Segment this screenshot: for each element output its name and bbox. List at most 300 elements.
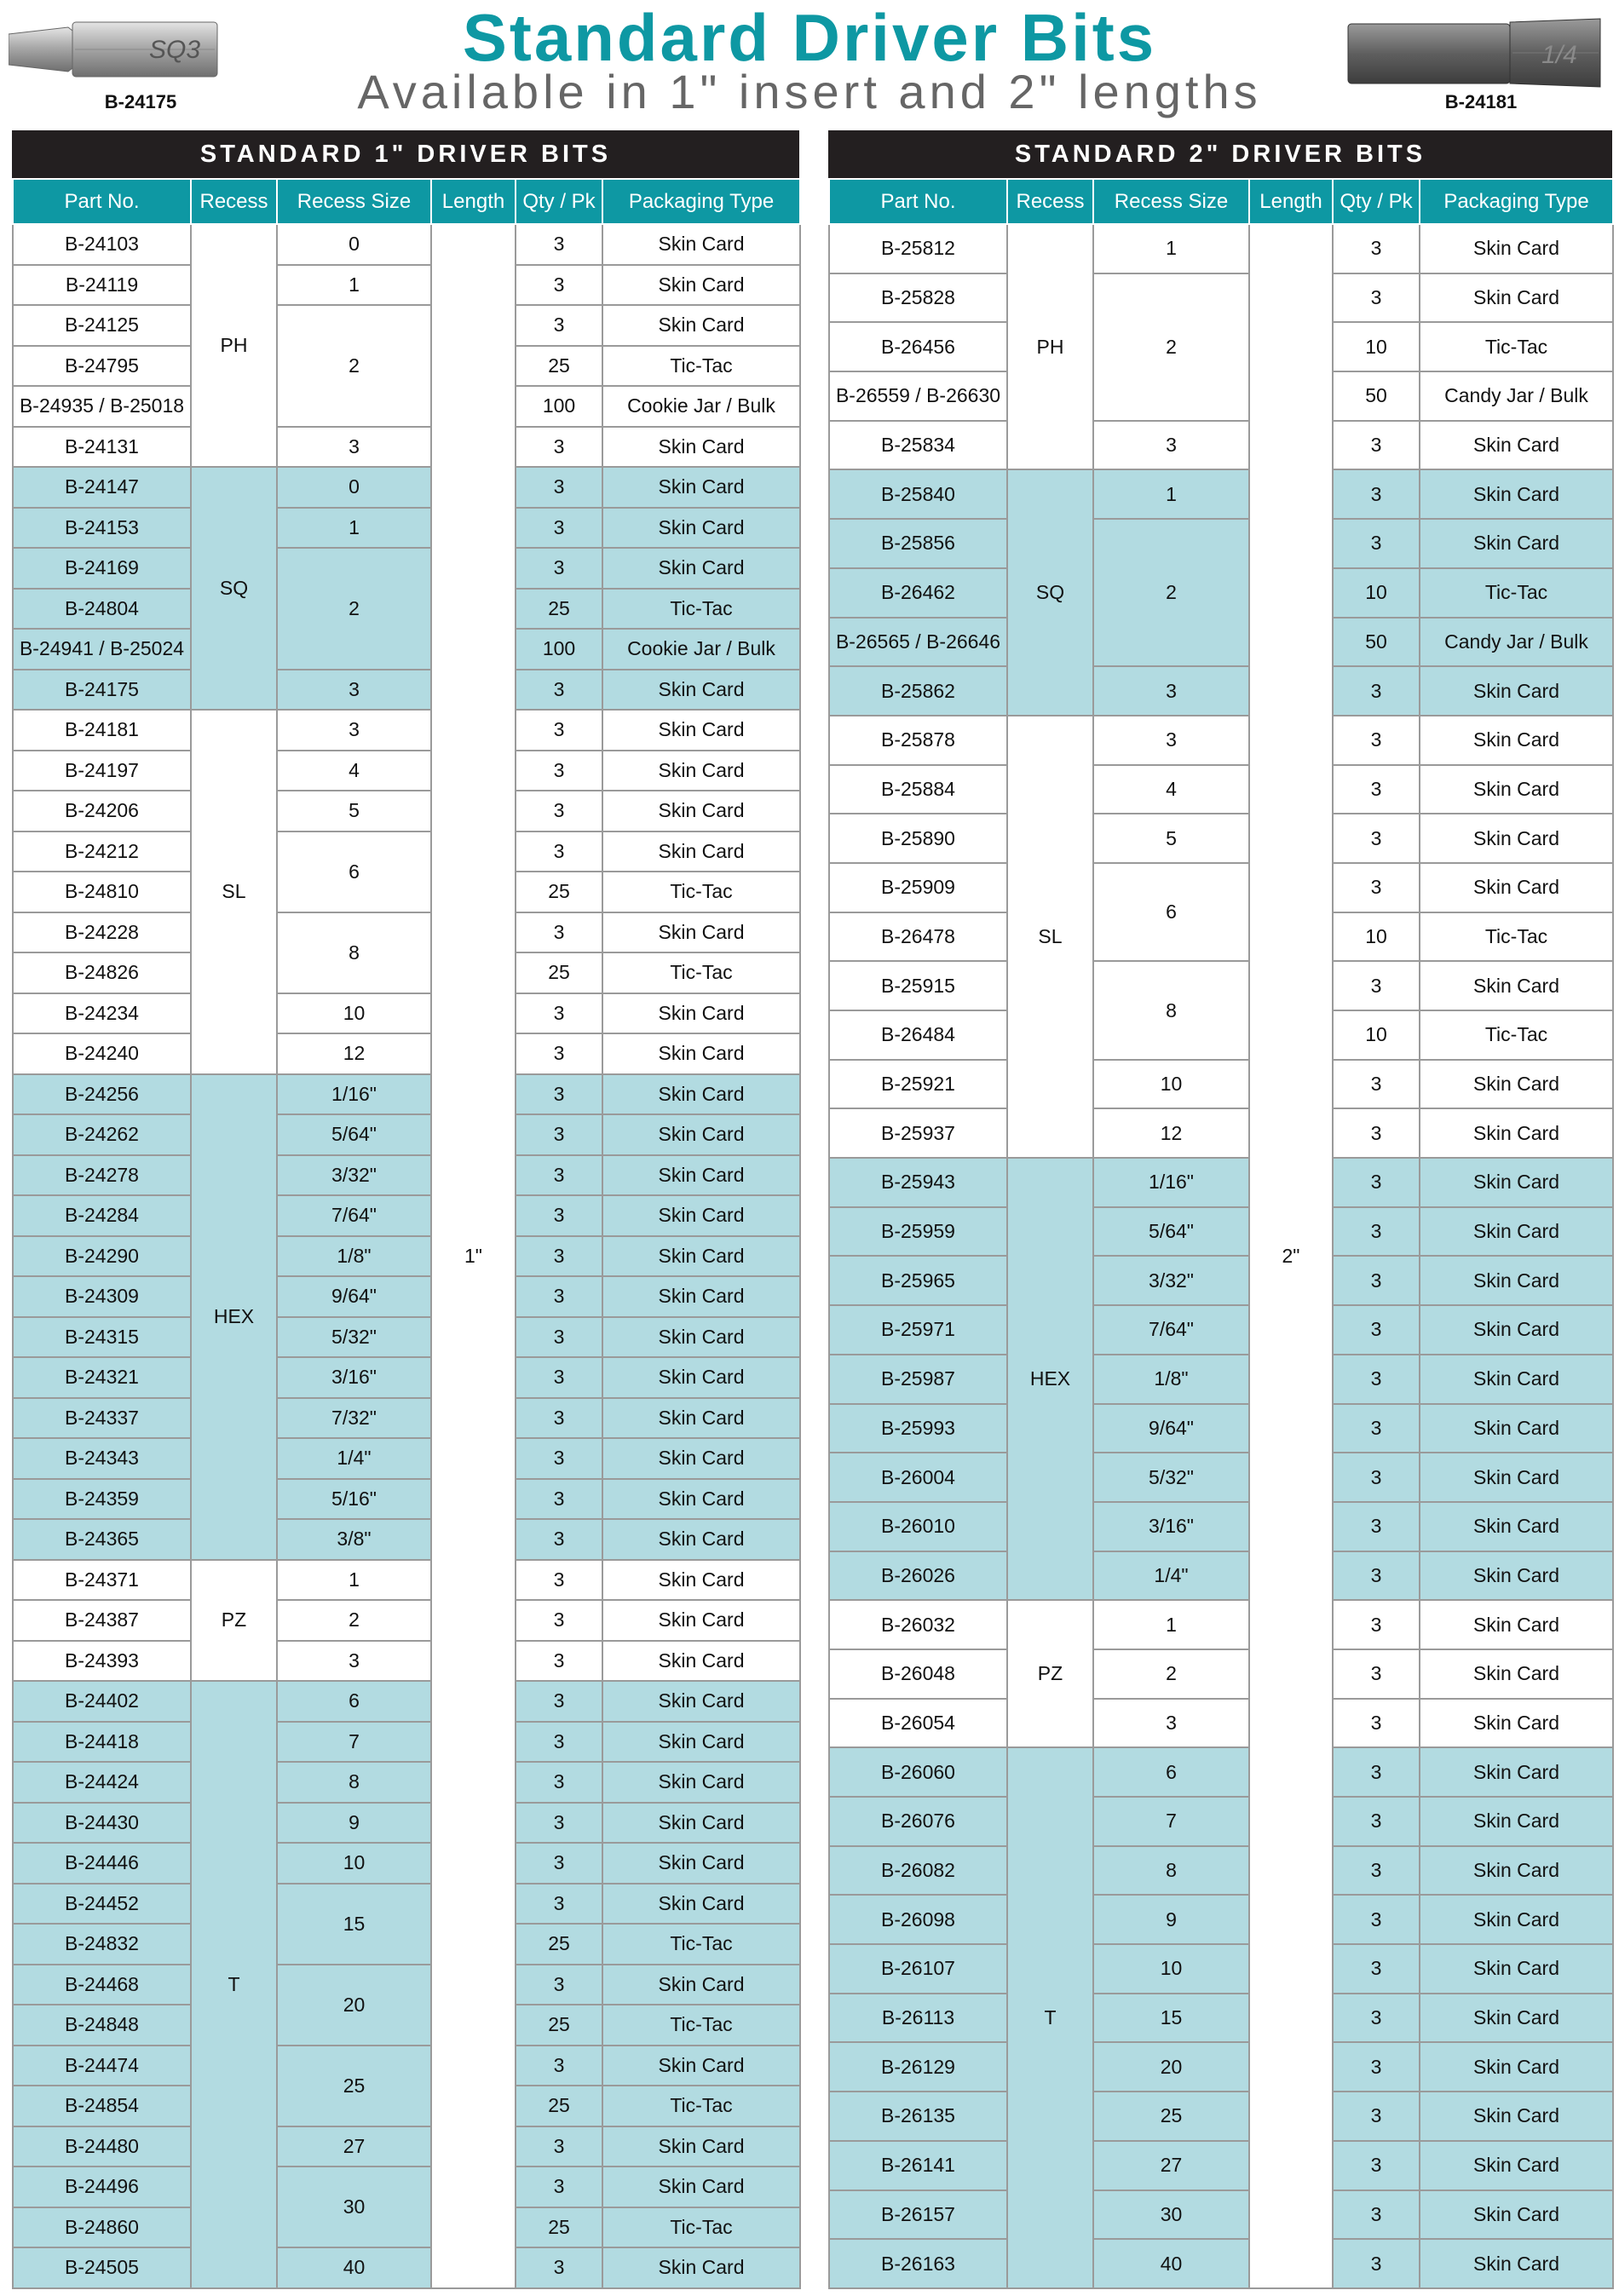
part-no-cell: B-24175: [13, 670, 191, 711]
part-no-cell: B-26484: [829, 1010, 1007, 1060]
packaging-cell: Skin Card: [602, 791, 800, 832]
table-row: [13, 305, 800, 346]
qty-cell: 3: [1333, 2042, 1420, 2092]
part-no-cell: B-24424: [13, 1762, 191, 1803]
table2: [828, 178, 1614, 2289]
col-packaging-type: Packaging Type: [602, 179, 800, 224]
part-no-cell: B-26082: [829, 1846, 1007, 1896]
part-no-cell: B-26113: [829, 1994, 1007, 2043]
qty-cell: 25: [516, 346, 602, 387]
table-row: [829, 1305, 1613, 1355]
recess-size-cell: 20: [277, 1965, 431, 2046]
recess-size-cell: 20: [1093, 2042, 1249, 2092]
qty-cell: 3: [516, 1722, 602, 1763]
part-no-cell: B-25834: [829, 421, 1007, 470]
recess-size-cell: 5/64": [1093, 1207, 1249, 1257]
table-row: [13, 1357, 800, 1398]
table-row: [13, 1519, 800, 1560]
table-row: [13, 224, 800, 265]
part-no-cell: B-24278: [13, 1155, 191, 1196]
table1-title: STANDARD 1" DRIVER BITS: [12, 130, 799, 178]
part-no-cell: B-24393: [13, 1641, 191, 1682]
qty-cell: 3: [516, 1033, 602, 1074]
part-no-cell: B-24468: [13, 1965, 191, 2005]
packaging-cell: Skin Card: [1420, 2042, 1613, 2092]
part-no-cell: B-24935 / B-25018: [13, 386, 191, 427]
recess-size-cell: 2: [1093, 519, 1249, 666]
recess-size-cell: 1: [1093, 469, 1249, 519]
packaging-cell: Skin Card: [1420, 1797, 1613, 1846]
part-no-cell: B-26565 / B-26646: [829, 618, 1007, 667]
packaging-cell: Skin Card: [1420, 863, 1613, 912]
packaging-cell: Tic-Tac: [602, 2086, 800, 2126]
table-row: [13, 2126, 800, 2167]
qty-cell: 3: [516, 1560, 602, 1601]
recess-size-cell: 5/64": [277, 1114, 431, 1155]
packaging-cell: Skin Card: [1420, 1502, 1613, 1551]
packaging-cell: Skin Card: [1420, 2190, 1613, 2240]
qty-cell: 3: [516, 1357, 602, 1398]
packaging-cell: Cookie Jar / Bulk: [602, 629, 800, 670]
col-recess-size: Recess Size: [277, 179, 431, 224]
qty-cell: 3: [1333, 421, 1420, 470]
table-row: [13, 2247, 800, 2288]
packaging-cell: Skin Card: [602, 2046, 800, 2086]
qty-cell: 3: [516, 751, 602, 791]
recess-size-cell: 3/16": [1093, 1502, 1249, 1551]
part-no-cell: B-24941 / B-25024: [13, 629, 191, 670]
recess-cell: SL: [191, 710, 277, 1074]
recess-size-cell: 7: [277, 1722, 431, 1763]
packaging-cell: Skin Card: [602, 1195, 800, 1236]
qty-cell: 3: [516, 1155, 602, 1196]
qty-cell: 3: [516, 1519, 602, 1560]
qty-cell: 3: [1333, 519, 1420, 568]
qty-cell: 3: [516, 548, 602, 589]
recess-size-cell: 9: [1093, 1895, 1249, 1944]
table-row: [13, 1803, 800, 1844]
part-no-cell: B-24795: [13, 346, 191, 387]
qty-cell: 3: [1333, 1649, 1420, 1699]
table-row: [13, 1560, 800, 1601]
recess-size-cell: 3/16": [277, 1357, 431, 1398]
col-recess: Recess: [191, 179, 277, 224]
qty-cell: 3: [516, 1317, 602, 1358]
table-row: [13, 1236, 800, 1277]
packaging-cell: Skin Card: [1420, 1404, 1613, 1453]
qty-cell: 10: [1333, 1010, 1420, 1060]
recess-size-cell: 10: [277, 1843, 431, 1884]
part-no-cell: B-24480: [13, 2126, 191, 2167]
recess-size-cell: 2: [277, 1600, 431, 1641]
part-no-cell: B-24848: [13, 2005, 191, 2046]
qty-cell: 3: [1333, 1355, 1420, 1404]
part-no-cell: B-24181: [13, 710, 191, 751]
table1: [12, 178, 801, 2289]
packaging-cell: Skin Card: [1420, 814, 1613, 863]
part-no-cell: B-24321: [13, 1357, 191, 1398]
recess-size-cell: 1: [1093, 224, 1249, 273]
packaging-cell: Skin Card: [602, 427, 800, 468]
qty-cell: 3: [1333, 1944, 1420, 1994]
part-no-cell: B-26157: [829, 2190, 1007, 2240]
table-row: [829, 666, 1613, 716]
recess-size-cell: 12: [1093, 1108, 1249, 1158]
part-no-cell: B-24153: [13, 508, 191, 549]
part-no-cell: B-25915: [829, 961, 1007, 1010]
part-no-cell: B-24309: [13, 1276, 191, 1317]
packaging-cell: Skin Card: [1420, 1944, 1613, 1994]
qty-cell: 3: [516, 1276, 602, 1317]
part-no-cell: B-26010: [829, 1502, 1007, 1551]
recess-cell: PZ: [191, 1560, 277, 1682]
recess-size-cell: 10: [1093, 1944, 1249, 1994]
packaging-cell: Skin Card: [602, 305, 800, 346]
table1-body: [13, 224, 800, 2288]
recess-size-cell: 3: [277, 1641, 431, 1682]
qty-cell: 25: [516, 2207, 602, 2248]
recess-size-cell: 9: [277, 1803, 431, 1844]
col-packaging-type: Packaging Type: [1420, 179, 1613, 224]
packaging-cell: Skin Card: [1420, 1355, 1613, 1404]
col-recess-size: Recess Size: [1093, 179, 1249, 224]
col-qty-pk: Qty / Pk: [1333, 179, 1420, 224]
packaging-cell: Skin Card: [602, 265, 800, 306]
packaging-cell: Tic-Tac: [602, 2207, 800, 2248]
part-no-cell: B-24169: [13, 548, 191, 589]
recess-size-cell: 3/32": [277, 1155, 431, 1196]
table-row: [13, 993, 800, 1034]
part-no-cell: B-24474: [13, 2046, 191, 2086]
table-row: [13, 1641, 800, 1682]
table-row: [13, 1479, 800, 1520]
table-row: [829, 2042, 1613, 2092]
packaging-cell: Skin Card: [1420, 421, 1613, 470]
recess-size-cell: 2: [1093, 273, 1249, 421]
packaging-cell: Skin Card: [1420, 666, 1613, 716]
recess-size-cell: 2: [277, 548, 431, 670]
recess-size-cell: 2: [277, 305, 431, 427]
part-no-cell: B-25828: [829, 273, 1007, 323]
table-row: [13, 1074, 800, 1115]
packaging-cell: Skin Card: [602, 1317, 800, 1358]
part-no-cell: B-24810: [13, 872, 191, 912]
col-length: Length: [1249, 179, 1333, 224]
recess-size-cell: 1/8": [277, 1236, 431, 1277]
packaging-cell: Skin Card: [602, 1641, 800, 1682]
part-no-cell: B-25878: [829, 716, 1007, 765]
qty-cell: 3: [516, 993, 602, 1034]
qty-cell: 3: [516, 2126, 602, 2167]
part-no-cell: B-26048: [829, 1649, 1007, 1699]
qty-cell: 10: [1333, 568, 1420, 618]
table-row: [13, 548, 800, 589]
qty-cell: 3: [516, 265, 602, 306]
table-row: [13, 427, 800, 468]
col-part-no: Part No.: [13, 179, 191, 224]
recess-cell: SL: [1007, 716, 1093, 1158]
recess-size-cell: 0: [277, 467, 431, 508]
packaging-cell: Tic-Tac: [602, 1924, 800, 1965]
part-no-cell: B-25965: [829, 1256, 1007, 1305]
packaging-cell: Skin Card: [602, 993, 800, 1034]
table-row: [829, 961, 1613, 1010]
qty-cell: 3: [516, 1438, 602, 1479]
table-row: [13, 1317, 800, 1358]
qty-cell: 3: [516, 1641, 602, 1682]
recess-size-cell: 1: [277, 508, 431, 549]
qty-cell: 25: [516, 2086, 602, 2126]
part-no-cell: B-24337: [13, 1398, 191, 1439]
recess-size-cell: 3: [1093, 716, 1249, 765]
part-no-cell: B-24418: [13, 1722, 191, 1763]
table2-body: [829, 224, 1613, 2288]
part-no-cell: B-24290: [13, 1236, 191, 1277]
qty-cell: 3: [516, 1236, 602, 1277]
qty-cell: 10: [1333, 322, 1420, 371]
part-no-cell: B-25993: [829, 1404, 1007, 1453]
table-row: [13, 791, 800, 832]
part-no-cell: B-25840: [829, 469, 1007, 519]
recess-size-cell: 5/32": [277, 1317, 431, 1358]
packaging-cell: Skin Card: [602, 2247, 800, 2288]
qty-cell: 3: [1333, 1502, 1420, 1551]
part-no-cell: B-24119: [13, 265, 191, 306]
table-row: [13, 1155, 800, 1196]
recess-size-cell: 1: [1093, 1600, 1249, 1649]
qty-cell: 3: [1333, 1207, 1420, 1257]
qty-cell: 50: [1333, 618, 1420, 667]
recess-cell: HEX: [191, 1074, 277, 1560]
part-no-cell: B-24125: [13, 305, 191, 346]
part-no-cell: B-24131: [13, 427, 191, 468]
recess-size-cell: 1/8": [1093, 1355, 1249, 1404]
table-row: [829, 224, 1613, 273]
table-row: [829, 1404, 1613, 1453]
recess-size-cell: 6: [277, 1681, 431, 1722]
recess-size-cell: 7: [1093, 1797, 1249, 1846]
packaging-cell: Tic-Tac: [602, 2005, 800, 2046]
recess-size-cell: 7/64": [1093, 1305, 1249, 1355]
table-row: [829, 2141, 1613, 2190]
table-row: [13, 1398, 800, 1439]
recess-size-cell: 5: [1093, 814, 1249, 863]
part-no-cell: B-26054: [829, 1699, 1007, 1748]
part-no-cell: B-24496: [13, 2167, 191, 2207]
table-row: [13, 1033, 800, 1074]
qty-cell: 25: [516, 2005, 602, 2046]
table-row: [13, 1843, 800, 1884]
left-bit-caption: B-24175: [104, 91, 177, 112]
qty-cell: 3: [1333, 1453, 1420, 1502]
packaging-cell: Skin Card: [602, 2126, 800, 2167]
table-row: [829, 2239, 1613, 2288]
packaging-cell: Tic-Tac: [602, 346, 800, 387]
qty-cell: 3: [1333, 2190, 1420, 2240]
part-no-cell: B-24365: [13, 1519, 191, 1560]
table-row: [829, 1108, 1613, 1158]
page-header: [0, 0, 1619, 128]
packaging-cell: Skin Card: [602, 912, 800, 953]
table-row: [829, 1453, 1613, 1502]
part-no-cell: B-26478: [829, 912, 1007, 962]
packaging-cell: Skin Card: [1420, 2092, 1613, 2141]
part-no-cell: B-26076: [829, 1797, 1007, 1846]
part-no-cell: B-25909: [829, 863, 1007, 912]
packaging-cell: Skin Card: [1420, 716, 1613, 765]
part-no-cell: B-26559 / B-26630: [829, 371, 1007, 421]
qty-cell: 3: [516, 670, 602, 711]
packaging-cell: Skin Card: [602, 1965, 800, 2005]
qty-cell: 3: [516, 1479, 602, 1520]
qty-cell: 3: [1333, 1994, 1420, 2043]
table-row: [13, 1114, 800, 1155]
packaging-cell: Skin Card: [602, 1398, 800, 1439]
table-row: [829, 863, 1613, 912]
packaging-cell: Skin Card: [602, 467, 800, 508]
qty-cell: 3: [516, 1965, 602, 2005]
packaging-cell: Skin Card: [602, 1033, 800, 1074]
part-no-cell: B-24359: [13, 1479, 191, 1520]
packaging-cell: Skin Card: [1420, 469, 1613, 519]
table-row: [829, 2190, 1613, 2240]
qty-cell: 3: [1333, 469, 1420, 519]
qty-cell: 25: [516, 589, 602, 630]
part-no-cell: B-26032: [829, 1600, 1007, 1649]
recess-cell: SQ: [191, 467, 277, 710]
part-no-cell: B-24860: [13, 2207, 191, 2248]
part-no-cell: B-25937: [829, 1108, 1007, 1158]
qty-cell: 3: [1333, 224, 1420, 273]
packaging-cell: Skin Card: [1420, 1060, 1613, 1109]
qty-cell: 3: [1333, 1060, 1420, 1109]
part-no-cell: B-24854: [13, 2086, 191, 2126]
recess-cell: T: [1007, 1747, 1093, 2288]
table-row: [13, 1600, 800, 1641]
qty-cell: 3: [1333, 2239, 1420, 2288]
packaging-cell: Skin Card: [602, 1600, 800, 1641]
packaging-cell: Skin Card: [602, 1884, 800, 1925]
part-no-cell: B-24343: [13, 1438, 191, 1479]
table-row: [829, 2092, 1613, 2141]
table-row: [829, 1158, 1613, 1207]
table-row: [829, 765, 1613, 814]
col-length: Length: [431, 179, 516, 224]
qty-cell: 3: [1333, 1404, 1420, 1453]
recess-size-cell: 6: [277, 832, 431, 912]
recess-size-cell: 1: [277, 265, 431, 306]
table-row: [829, 1207, 1613, 1257]
packaging-cell: Skin Card: [602, 1681, 800, 1722]
recess-cell: T: [191, 1681, 277, 2288]
qty-cell: 10: [1333, 912, 1420, 962]
recess-size-cell: 9/64": [277, 1276, 431, 1317]
part-no-cell: B-24212: [13, 832, 191, 872]
part-no-cell: B-26456: [829, 322, 1007, 371]
part-no-cell: B-24256: [13, 1074, 191, 1115]
qty-cell: 3: [516, 1843, 602, 1884]
packaging-cell: Skin Card: [602, 1560, 800, 1601]
table-row: [13, 2167, 800, 2207]
part-no-cell: B-24147: [13, 467, 191, 508]
table-row: [13, 1965, 800, 2005]
table-row: [829, 1649, 1613, 1699]
part-no-cell: B-25987: [829, 1355, 1007, 1404]
qty-cell: 3: [1333, 666, 1420, 716]
recess-size-cell: 8: [277, 1762, 431, 1803]
packaging-cell: Skin Card: [602, 2167, 800, 2207]
part-no-cell: B-24402: [13, 1681, 191, 1722]
packaging-cell: Skin Card: [1420, 2239, 1613, 2288]
part-no-cell: B-24234: [13, 993, 191, 1034]
part-no-cell: B-24505: [13, 2247, 191, 2288]
table-row: [829, 1944, 1613, 1994]
packaging-cell: Skin Card: [602, 832, 800, 872]
recess-size-cell: 10: [1093, 1060, 1249, 1109]
packaging-cell: Skin Card: [602, 548, 800, 589]
qty-cell: 3: [516, 2247, 602, 2288]
length-cell: 2": [1249, 224, 1333, 2288]
table-row: [829, 1699, 1613, 1748]
qty-cell: 3: [1333, 1895, 1420, 1944]
table-row: [829, 273, 1613, 323]
recess-size-cell: 3/32": [1093, 1256, 1249, 1305]
part-no-cell: B-26004: [829, 1453, 1007, 1502]
part-no-cell: B-24197: [13, 751, 191, 791]
qty-cell: 100: [516, 386, 602, 427]
packaging-cell: Skin Card: [1420, 1699, 1613, 1748]
table-row: [13, 1438, 800, 1479]
recess-size-cell: 3: [1093, 1699, 1249, 1748]
left-bit-marking: SQ3: [148, 36, 201, 64]
qty-cell: 3: [516, 2046, 602, 2086]
table-row: [13, 1762, 800, 1803]
table-row: [13, 670, 800, 711]
table-row: [829, 1994, 1613, 2043]
recess-size-cell: 1/16": [277, 1074, 431, 1115]
packaging-cell: Skin Card: [602, 1722, 800, 1763]
part-no-cell: B-26129: [829, 2042, 1007, 2092]
recess-size-cell: 1/16": [1093, 1158, 1249, 1207]
packaging-cell: Skin Card: [602, 1803, 800, 1844]
table-row: [829, 1060, 1613, 1109]
part-no-cell: B-26141: [829, 2141, 1007, 2190]
recess-size-cell: 8: [1093, 961, 1249, 1059]
recess-size-cell: 7/64": [277, 1195, 431, 1236]
table1-panel: [12, 130, 799, 2289]
qty-cell: 3: [1333, 961, 1420, 1010]
qty-cell: 3: [1333, 2141, 1420, 2190]
packaging-cell: Skin Card: [602, 1519, 800, 1560]
recess-size-cell: 0: [277, 224, 431, 265]
packaging-cell: Skin Card: [1420, 2141, 1613, 2190]
part-no-cell: B-26107: [829, 1944, 1007, 1994]
qty-cell: 3: [1333, 765, 1420, 814]
qty-cell: 3: [516, 1681, 602, 1722]
recess-size-cell: 4: [277, 751, 431, 791]
recess-size-cell: 12: [277, 1033, 431, 1074]
qty-cell: 3: [1333, 1747, 1420, 1797]
part-no-cell: B-25884: [829, 765, 1007, 814]
part-no-cell: B-26163: [829, 2239, 1007, 2288]
qty-cell: 3: [516, 832, 602, 872]
recess-size-cell: 5/16": [277, 1479, 431, 1520]
qty-cell: 50: [1333, 371, 1420, 421]
part-no-cell: B-24228: [13, 912, 191, 953]
qty-cell: 3: [516, 1074, 602, 1115]
page-title: Standard Driver Bits: [462, 0, 1157, 75]
qty-cell: 3: [1333, 2092, 1420, 2141]
